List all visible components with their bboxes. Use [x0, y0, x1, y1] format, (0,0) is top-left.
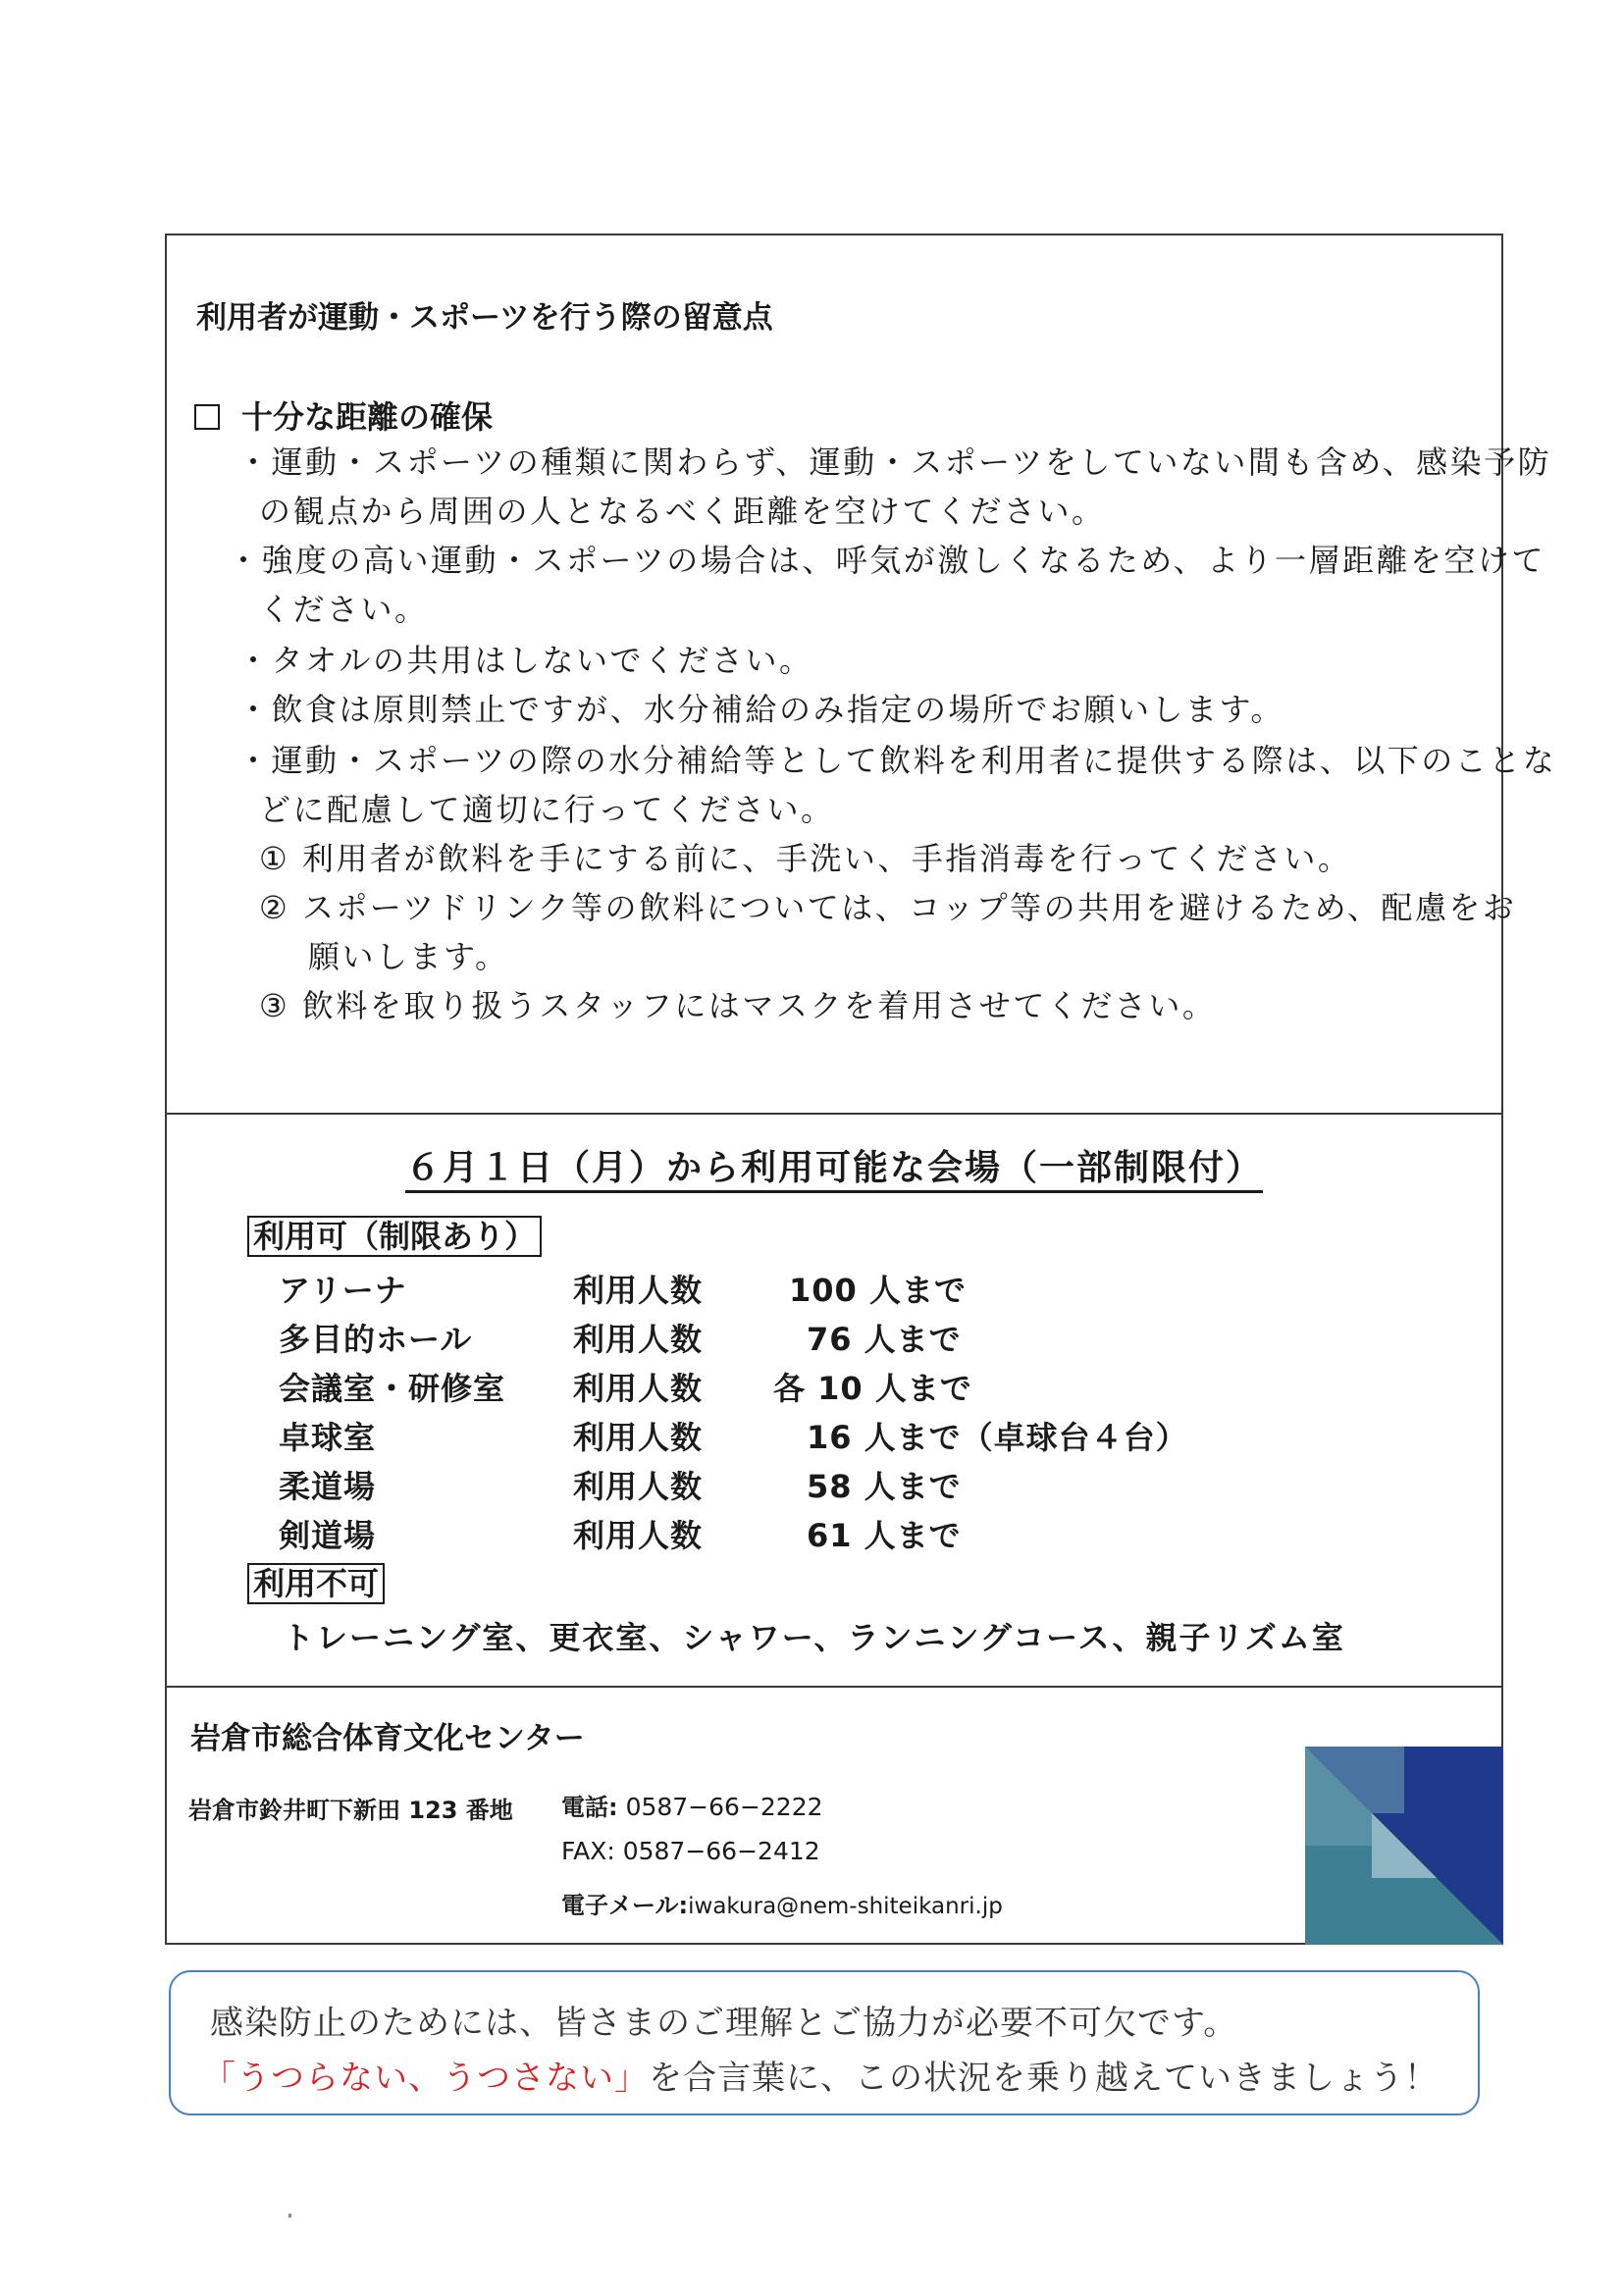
organization-name: 岩倉市総合体育文化センター [190, 1721, 585, 1756]
phone-number: 0587−66−2222 [625, 1793, 823, 1821]
email-line [561, 1886, 1003, 1920]
unavailable-tag [247, 1564, 385, 1603]
venue-field: 利用人数 [573, 1517, 704, 1554]
guidelines-heading: 利用者が運動・スポーツを行う際の留意点 [196, 300, 773, 336]
venues-title [167, 1140, 1501, 1190]
venue-name: 多目的ホール [279, 1321, 473, 1358]
guideline-line: ・運動・スポーツの種類に関わらず、運動・スポーツをしていない間も含め、感染予防 [237, 444, 1552, 481]
venue-limit: 100 人まで [789, 1272, 967, 1309]
venue-field: 利用人数 [573, 1370, 704, 1407]
venue-field: 利用人数 [573, 1468, 704, 1505]
guideline-line: ください。 [259, 591, 429, 628]
guideline-line: ・タオルの共用はしないでください。 [237, 642, 813, 679]
venues-title-text: ６月１日（月）から利用可能な会場（一部制限付） [405, 1148, 1263, 1193]
notice-line-2 [202, 2051, 1439, 2099]
notice-box [169, 1970, 1480, 2115]
guideline-line: どに配慮して適切に行ってください。 [259, 791, 835, 828]
guideline-line: ② スポーツドリンク等の飲料については、コップ等の共用を避けるため、配慮をお [259, 889, 1517, 926]
guideline-line: 願いします。 [308, 938, 509, 975]
guideline-line: の観点から周囲の人となるべく距離を空けてください。 [259, 493, 1106, 530]
available-tag [247, 1217, 542, 1256]
venue-name: アリーナ [279, 1272, 407, 1309]
venue-field: 利用人数 [573, 1272, 704, 1309]
fax-line [561, 1837, 820, 1865]
phone-line [561, 1788, 823, 1822]
venue-name: 会議室・研修室 [279, 1370, 506, 1407]
fax-number: 0587−66−2412 [622, 1837, 820, 1865]
venue-name: 剣道場 [279, 1517, 377, 1554]
notice-slogan: 「うつらない、うつさない」 [202, 2059, 649, 2098]
guideline-line: ③ 飲料を取り扱うスタッフにはマスクを着用させてください。 [259, 987, 1217, 1024]
guideline-line: ・飲食は原則禁止ですが、水分補給のみ指定の場所でお願いします。 [237, 691, 1284, 728]
venue-field: 利用人数 [573, 1321, 704, 1358]
address: 岩倉市鈴井町下新田 123 番地 [188, 1797, 513, 1824]
venue-field: 利用人数 [573, 1419, 704, 1456]
section-divider [167, 1113, 1501, 1115]
guideline-line: ① 利用者が飲料を手にする前に、手洗い、手指消毒を行ってください。 [259, 840, 1352, 877]
guideline-line: ・運動・スポーツの際の水分補給等として飲料を利用者に提供する際は、以下のことな [237, 742, 1557, 779]
venue-name: 柔道場 [279, 1468, 377, 1505]
scan-mark [288, 2214, 291, 2218]
checkbox-icon [194, 404, 220, 430]
unavailable-list: トレーニング室、更衣室、シャワー、ランニングコース、親子リズム室 [283, 1619, 1345, 1656]
info-frame [165, 234, 1557, 1945]
notice-line-1: 感染防止のためには、皆さまのご理解とご協力が必要不可欠です。 [210, 2004, 1238, 2043]
venue-limit: 61 人まで [807, 1517, 962, 1554]
venue-limit: 58 人まで [807, 1468, 962, 1505]
distance-section-title [194, 392, 493, 438]
venue-name: 卓球室 [279, 1419, 377, 1456]
venue-limit: 16 人まで（卓球台４台） [807, 1419, 1188, 1456]
available-label: 利用可（制限あり） [247, 1216, 542, 1257]
email-address[interactable]: iwakura@nem-shiteikanri.jp [688, 1894, 1003, 1919]
fax-label: FAX: [561, 1837, 615, 1865]
section-divider [167, 1686, 1501, 1688]
section-title-text: 十分な距離の確保 [241, 398, 494, 436]
center-logo [1305, 1747, 1503, 1945]
unavailable-label: 利用不可 [247, 1563, 385, 1604]
venue-limit: 76 人まで [807, 1321, 962, 1358]
guideline-line: ・強度の高い運動・スポーツの場合は、呼気が激しくなるため、より一層距離を空けて [228, 542, 1545, 579]
email-label: 電子メール: [561, 1892, 689, 1919]
venue-limit: 各 10 人まで [773, 1370, 972, 1407]
notice-line-2-rest: を合言葉に、この状況を乗り越えていきましょう！ [649, 2059, 1439, 2098]
phone-label: 電話: [561, 1794, 618, 1821]
